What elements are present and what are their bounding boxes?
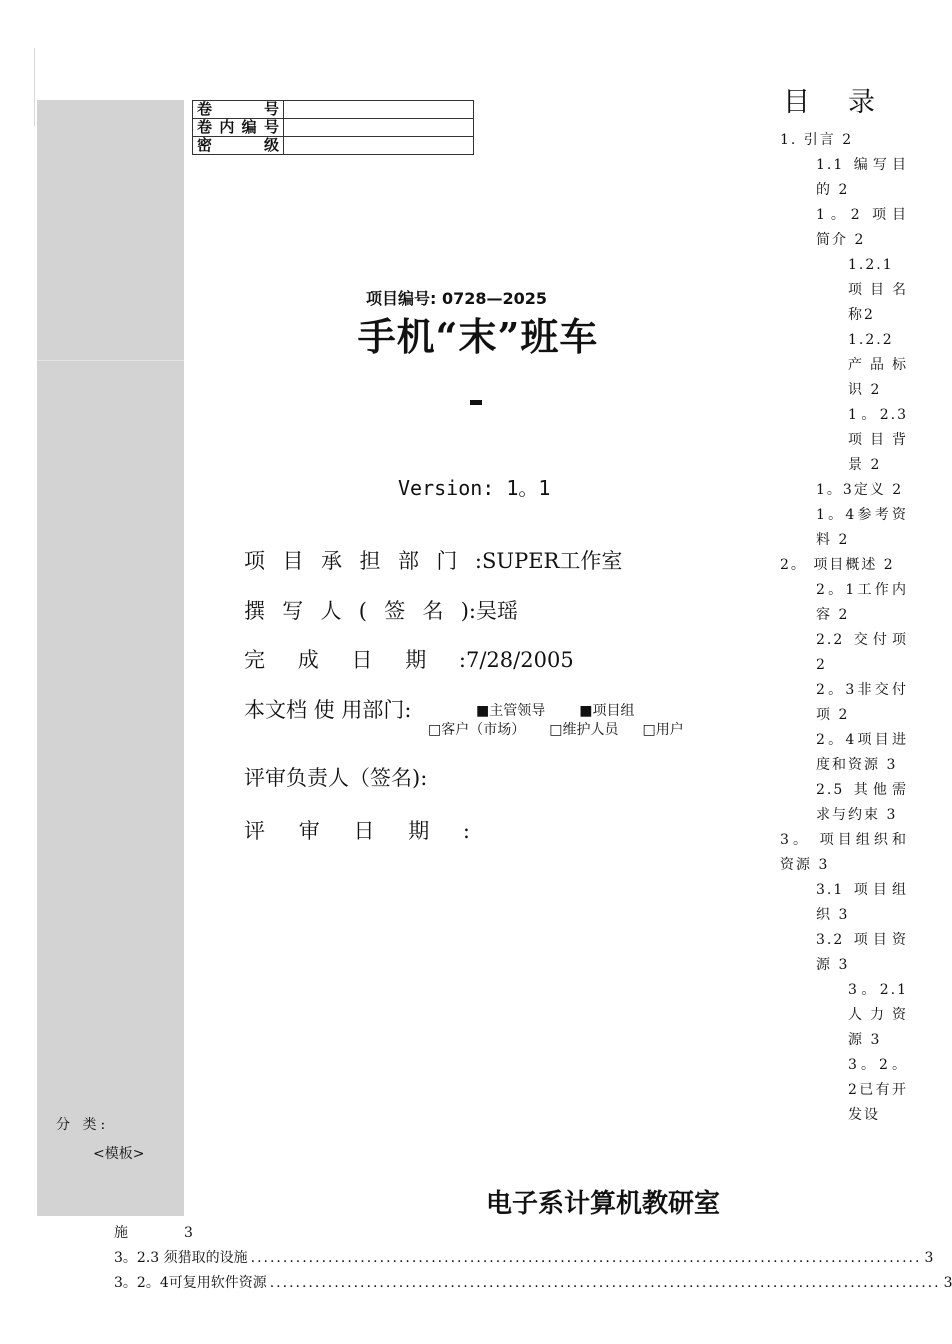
meta-row-inner-number [193, 119, 474, 137]
toc-entry[interactable]: 2.2 交付项 2 [816, 632, 908, 673]
title-dash [470, 400, 482, 405]
toc-entry[interactable]: 3。 项目组织和资源 3 [780, 832, 908, 873]
toc-row[interactable] [114, 1247, 934, 1267]
table-of-contents [780, 128, 908, 1128]
toc-entry[interactable]: 3。2.1 人力资源 3 [848, 982, 908, 1048]
toc-entry[interactable]: 1. 引言 2 [780, 132, 854, 148]
checkbox-maintainer: □维护人员 [549, 722, 619, 738]
project-number: 项目编号: 0728—2025 [366, 289, 548, 308]
review-date-field [244, 815, 470, 845]
toc-entry[interactable]: 1.2.1 项目名称2 [848, 257, 908, 323]
author-value: 吴瑶 [476, 599, 518, 623]
usage-label: 本文档 使 用部门: [244, 698, 412, 722]
toc-entry[interactable]: 3.1 项目组织 3 [816, 882, 908, 923]
binding-strip [37, 100, 184, 1216]
checkbox-user: □用户 [642, 722, 684, 738]
author-label: 撰写人(签名): [244, 599, 476, 623]
usage-options-line2 [428, 719, 684, 739]
toc-row-label: 3。2.3 须猎取的设施 [114, 1250, 248, 1266]
meta-value [284, 137, 474, 155]
meta-value [284, 101, 474, 119]
toc-entry[interactable]: 2。1工作内容 2 [816, 582, 908, 623]
date-value: 7/28/2005 [466, 648, 574, 672]
usage-field [244, 694, 411, 724]
toc-row-page: 3 [924, 1250, 934, 1266]
toc-wrap-line [114, 1222, 774, 1242]
author-field [244, 595, 518, 625]
toc-entry[interactable]: 1。3定义 2 [816, 482, 904, 498]
toc-wrap-text: 施 [114, 1225, 128, 1241]
reviewer-label: 评审负责人（签名): [244, 766, 428, 790]
toc-entry[interactable]: 1.2.2 产品标识 2 [848, 332, 908, 398]
toc-entry[interactable]: 1.1 编写目的 2 [816, 157, 908, 198]
archive-meta-table [192, 100, 474, 155]
toc-entry[interactable]: 3.2 项目资源 3 [816, 932, 908, 973]
date-field [244, 644, 574, 674]
toc-title: 目录 [783, 87, 913, 118]
toc-entry[interactable]: 2。 项目概述 2 [780, 557, 895, 573]
dept-field [244, 545, 622, 575]
dept-label: 项目承担部门: [244, 549, 482, 573]
toc-entry[interactable]: 2。3非交付项 2 [816, 682, 908, 723]
meta-value [284, 119, 474, 137]
margin-line [34, 48, 35, 126]
toc-entry[interactable]: 1。2 项目简介 2 [816, 207, 908, 248]
toc-row-page: 3 [943, 1275, 952, 1291]
category-label: 分 类: [56, 1117, 110, 1133]
dept-value: SUPER工作室 [482, 549, 623, 573]
toc-row[interactable] [114, 1272, 952, 1292]
meta-label: 卷内编号 [193, 119, 284, 137]
toc-leader: ........................................................................................................ [269, 1275, 941, 1291]
usage-options-line1 [476, 700, 634, 720]
review-date-label: 评审日期: [244, 819, 470, 843]
meta-label: 密级 [193, 137, 284, 155]
toc-row-label: 3。2。4可复用软件资源 [114, 1275, 267, 1291]
meta-row-security [193, 137, 474, 155]
toc-entry[interactable]: 2.5 其他需求与约束 3 [816, 782, 908, 823]
toc-entry[interactable]: 1。4参考资料 2 [816, 507, 908, 548]
toc-entry[interactable]: 1。2.3 项目背景 2 [848, 407, 908, 473]
toc-entry[interactable]: 3。2。2已有开发设 [848, 1057, 908, 1123]
meta-label: 卷号 [193, 101, 284, 119]
document-title: 手机“末”班车 [357, 314, 599, 359]
checkbox-project-team: ■项目组 [579, 703, 635, 719]
template-label: <模板> [93, 1146, 145, 1162]
reviewer-field [244, 762, 427, 792]
toc-leader: ........................................................................................................ [250, 1250, 922, 1266]
toc-entry[interactable]: 2。4项目进度和资源 3 [816, 732, 908, 773]
date-label: 完成日期: [244, 648, 466, 672]
checkbox-supervisor: ■主管领导 [476, 703, 546, 719]
toc-wrap-page: 3 [184, 1225, 193, 1241]
checkbox-customer: □客户（市场） [428, 722, 526, 738]
version-label: Version: 1。1 [398, 476, 551, 500]
organization-name: 电子系计算机教研室 [486, 1189, 721, 1219]
meta-row-volume [193, 101, 474, 119]
